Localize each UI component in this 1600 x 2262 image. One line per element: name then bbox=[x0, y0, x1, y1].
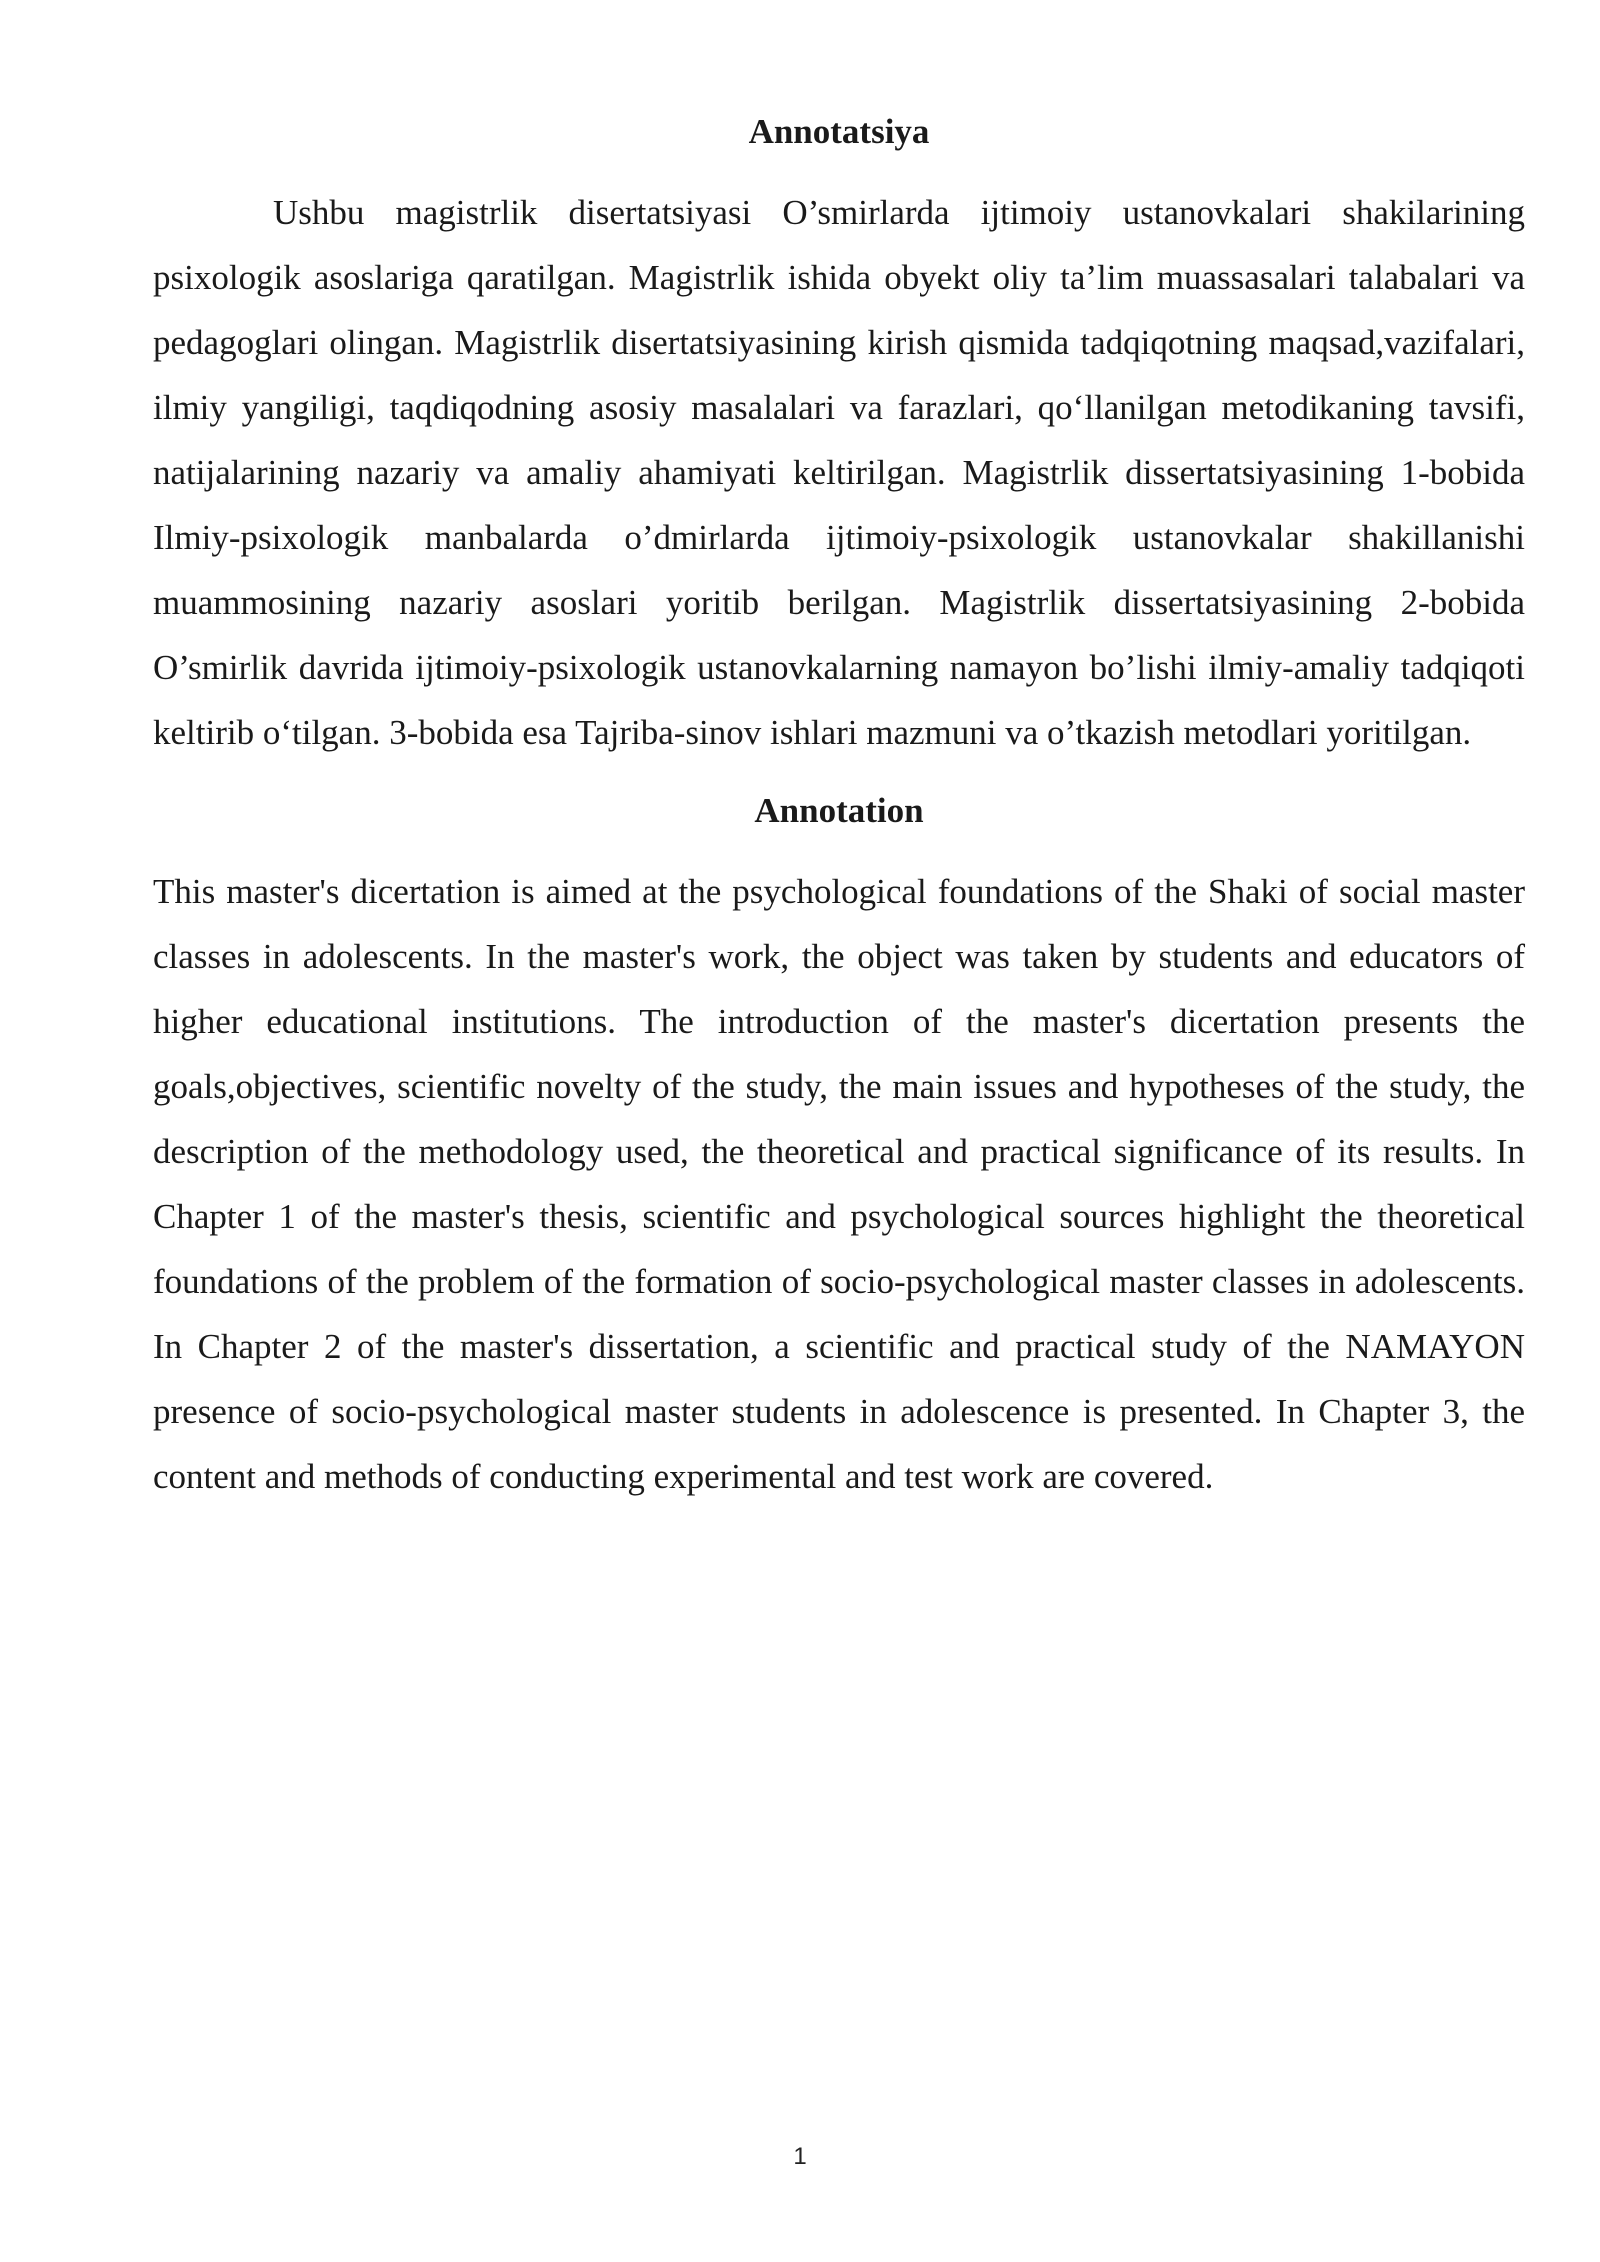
document-body bbox=[153, 108, 1525, 1509]
uzbek-annotation-heading: Annotatsiya bbox=[748, 112, 930, 151]
uzbek-annotation-paragraph: Ushbu magistrlik disertatsiyasi O’smirlarda ijtimoiy ustanovkalari shakilarining psixologik asoslariga qaratilgan. Magistrlik ishida obyekt oliy ta’lim muassasalari talabalari va pedagoglari olingan. Magistrlik disertatsiyasining kirish qismida tadqiqotning maqsad,vazifalari, ilmiy yangiligi, taqdiqodning asosiy masalalari va farazlari, qo‘llanilgan metodikaning tavsifi, natijalarining nazariy va amaliy ahamiyati keltirilgan. Magistrlik dissertatsiyasining 1-bobida Ilmiy-psixologik manbalarda o’dmirlarda ijtimoiy-psixologik ustanovkalar shakillanishi muammosining nazariy asoslari yoritib berilgan. Magistrlik dissertatsiyasining 2-bobida O’smirlik davrida ijtimoiy-psixologik ustanovkalarning namayon bo’lishi ilmiy-amaliy tadqiqoti keltirib o‘tilgan. 3-bobida esa Tajriba-sinov ishlari mazmuni va o’tkazish metodlari yoritilgan. bbox=[153, 193, 1525, 752]
english-annotation-paragraph: This master's dicertation is aimed at the psychological foundations of the Shaki of social master classes in adolescents. In the master's work, the object was taken by students and educators of higher educational institutions. The introduction of the master's dicertation presents the goals,objectives, scientific novelty of the study, the main issues and hypotheses of the study, the description of the methodology used, the theoretical and practical significance of its results. In Chapter 1 of the master's thesis, scientific and psychological sources highlight the theoretical foundations of the problem of the formation of socio-psychological master classes in adolescents. In Chapter 2 of the master's dissertation, a scientific and practical study of the NAMAYON presence of socio-psychological master students in adolescence is presented. In Chapter 3, the content and methods of conducting experimental and test work are covered. bbox=[153, 872, 1525, 1496]
english-annotation-heading: Annotation bbox=[754, 791, 924, 830]
page-number: 1 bbox=[793, 2143, 807, 2170]
